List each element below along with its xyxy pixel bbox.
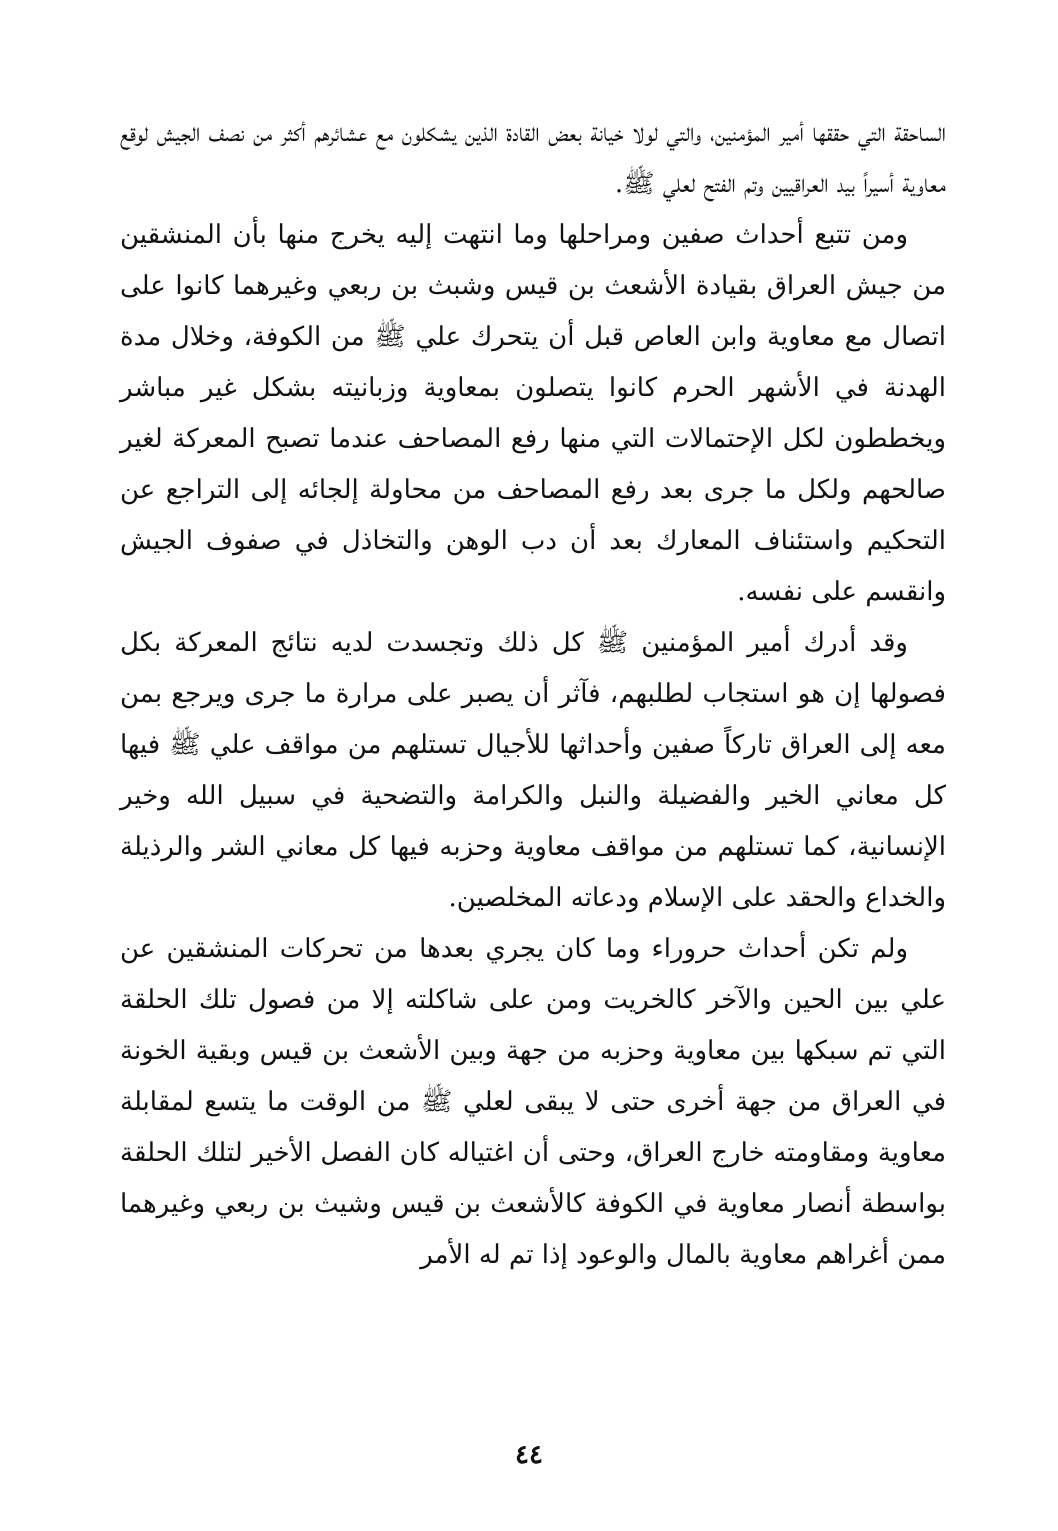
paragraph-4: ولم تكن أحداث حروراء وما كان يجري بعدها من تحركات المنشقين عن علي بين الحين والآخر كالخريت ومن على شاكلته إلا من فصول تلك الحلقة التي تم سبكها بين معاوية وحزبه من جهة وبين الأشعث بن قيس وبقية الخونة في العراق من جهة أخرى حتى لا يبقى لعلي ﷺ من الوقت ما يتسع لمقابلة معاوية ومقاومته خارج العراق، وحتى أن اغتياله كان الفصل الأخير لتلك الحلقة بواسطة أنصار معاوية في الكوفة كالأشعث بن قيس وشيث بن ربعي وغيرهما ممن أغراهم معاوية بالمال والوعود إذا تم له الأمر [120,934,946,1270]
page-number: ٤٤ [515,1440,543,1470]
paragraph-2: ومن تتبع أحداث صفين ومراحلها وما انتهت إليه يخرج منها بأن المنشقين من جيش العراق بقيادة الأشعث بن قيس وشبث بن ربعي وغيرهما كانوا على اتصال مع معاوية وابن العاص قبل أن يتحرك علي ﷺ من الكوفة، وخلال مدة الهدنة في الأشهر الحرم كانوا يتصلون بمعاوية وزبانيته بشكل غير مباشر ويخططون لكل الإحتمالات التي منها رفع المصاحف عندما تصبح المعركة لغير صالحهم ولكل ما جرى بعد رفع المصاحف من محاولة إلجائه إلى التراجع عن التحكيم واستئناف المعارك بعد أن دب الوهن والتخاذل في صفوف الجيش وانقسم على نفسه. [120,220,946,607]
body-text [120,108,946,1281]
paragraph-1: الساحقة التي حققها أمير المؤمنين، والتي لولا خيانة بعض القادة الذين يشكلون مع عشائرهم أكثر من نصف الجيش لوقع معاوية أسيراً بيد العراقيين وتم الفتح لعلي ﷺ. [120,118,946,199]
paragraph-3: وقد أدرك أمير المؤمنين ﷺ كل ذلك وتجسدت لديه نتائج المعركة بكل فصولها إن هو استجاب لطلبهم، فآثر أن يصبر على مرارة ما جرى ويرجع بمن معه إلى العراق تاركاً صفين وأحداثها للأجيال تستلهم من مواقف علي ﷺ فيها كل معاني الخير والفضيلة والنبل والكرامة والتضحية في سبيل الله وخير الإنسانية، كما تستلهم من مواقف معاوية وحزبه فيها كل معاني الشر والرذيلة والخداع والحقد على الإسلام ودعاته المخلصين. [120,628,946,913]
